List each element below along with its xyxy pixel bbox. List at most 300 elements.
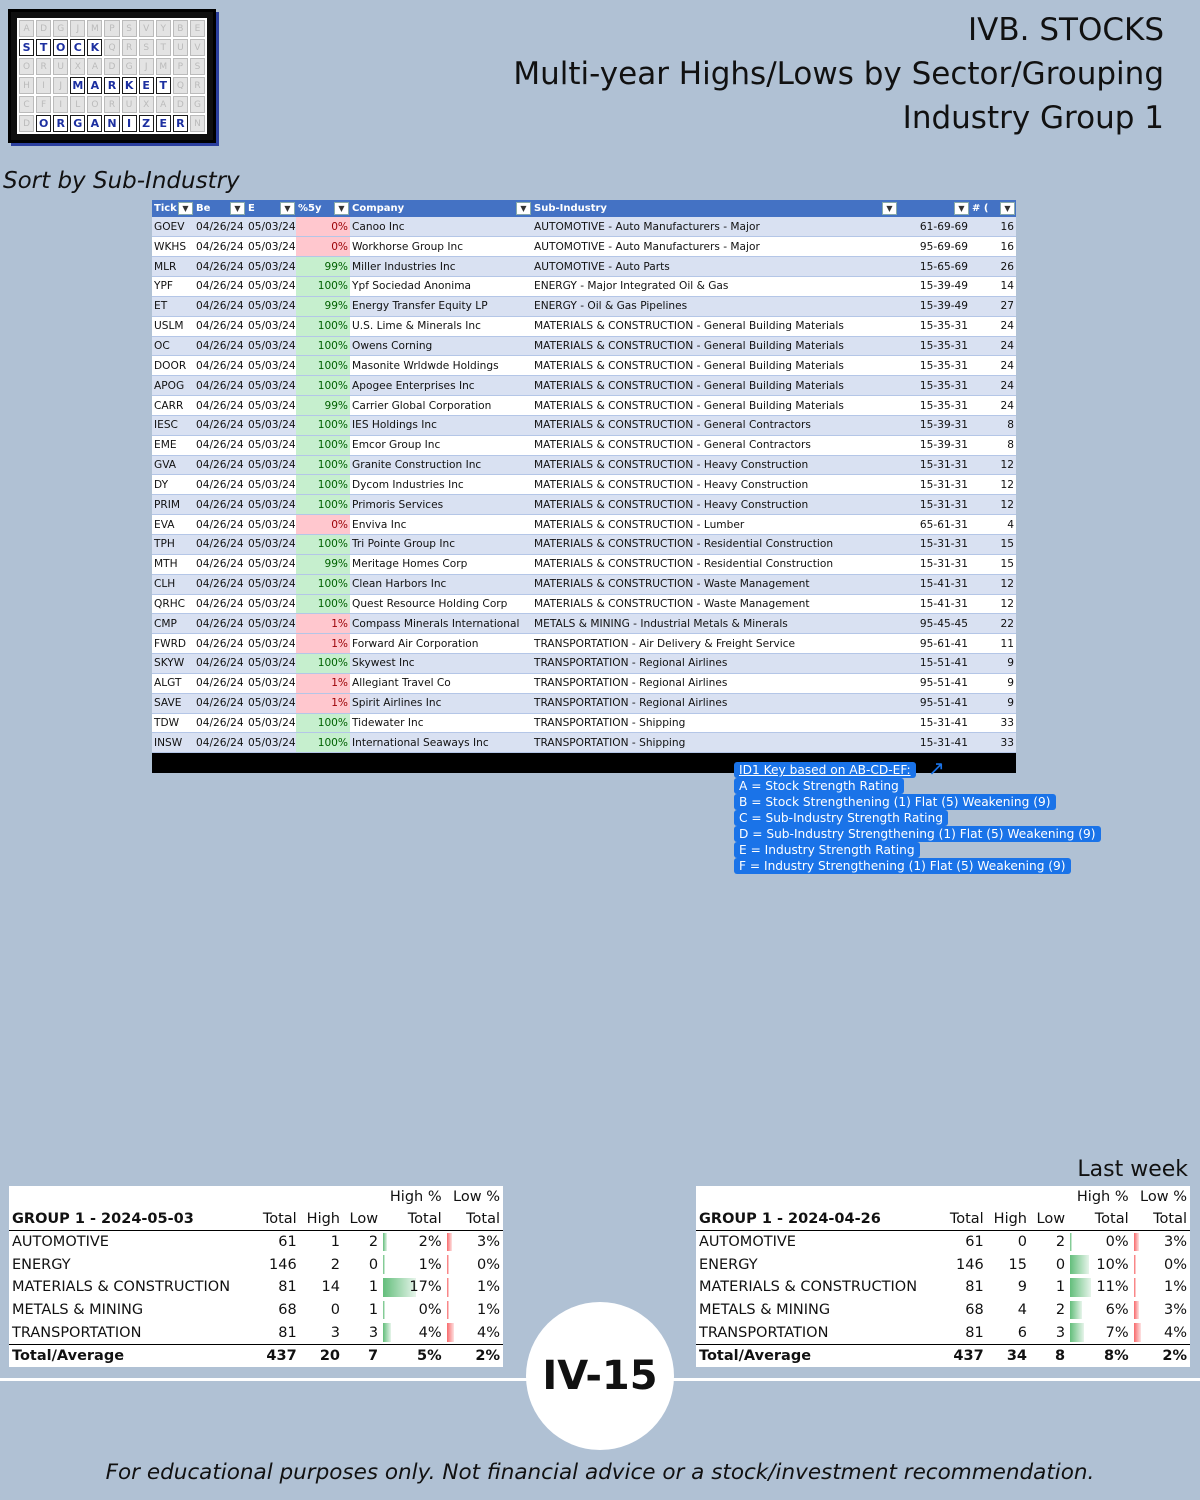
filter-dropdown-icon[interactable]: ▼ xyxy=(516,202,531,215)
blank-cell xyxy=(943,1186,987,1208)
count-cell: 24 xyxy=(970,356,1016,376)
id-key-cell: 95-45-45 xyxy=(898,614,970,634)
sub-industry-cell: MATERIALS & CONSTRUCTION - Waste Management xyxy=(532,574,898,594)
sector-name: TRANSPORTATION xyxy=(12,1324,142,1341)
header-line-3: Industry Group 1 xyxy=(902,100,1164,136)
ticker-cell: DY xyxy=(152,475,194,495)
data-bar xyxy=(1134,1255,1136,1274)
pct-text: 1% xyxy=(476,1302,500,1319)
count-cell: 11 xyxy=(970,634,1016,654)
column-header-label: Company xyxy=(352,203,405,214)
logo-cell: X xyxy=(139,96,154,113)
pct-5y-cell: 100% xyxy=(296,475,350,495)
low-pct-value xyxy=(1132,1276,1190,1299)
company-cell: U.S. Lime & Minerals Inc xyxy=(350,316,532,336)
end-date-cell: 05/03/24 xyxy=(246,455,296,475)
low-value: 1 xyxy=(1055,1279,1066,1296)
column-header-label: Sub-Industry xyxy=(534,203,607,214)
end-date-cell: 05/03/24 xyxy=(246,515,296,535)
sub-industry-cell: MATERIALS & CONSTRUCTION - General Building Materials xyxy=(532,316,898,336)
pct-5y-cell: 1% xyxy=(296,614,350,634)
logo-cell: U xyxy=(53,58,68,75)
filter-dropdown-icon[interactable]: ▼ xyxy=(334,202,349,215)
total-value: 146 xyxy=(269,1256,297,1273)
total-value: 437 xyxy=(943,1344,987,1367)
logo-cell: O xyxy=(87,96,102,113)
sub-industry-cell: TRANSPORTATION - Shipping xyxy=(532,713,898,733)
pct-text: 1% xyxy=(476,1279,500,1296)
logo-cell: I xyxy=(122,115,137,132)
sector-name: TRANSPORTATION xyxy=(699,1324,829,1341)
low-value: 1 xyxy=(368,1279,379,1296)
low-pct-value xyxy=(1132,1299,1190,1322)
begin-date-cell: 04/26/24 xyxy=(194,594,246,614)
logo-cell: M xyxy=(70,77,85,94)
total-value: 81 xyxy=(278,1279,297,1296)
sector-name: AUTOMOTIVE xyxy=(699,1234,796,1251)
pct-text: 1% xyxy=(418,1256,442,1273)
pct-5y-cell: 99% xyxy=(296,554,350,574)
key-line-text: E = Industry Strength Rating xyxy=(734,842,920,858)
logo-cell: U xyxy=(173,39,188,56)
count-cell: 14 xyxy=(970,277,1016,297)
table-row xyxy=(152,435,1016,455)
end-date-cell: 05/03/24 xyxy=(246,257,296,277)
key-line-text[interactable]: ID1 Key based on AB-CD-EF: xyxy=(734,762,916,778)
logo-cell: A xyxy=(87,77,102,94)
begin-date-cell: 04/26/24 xyxy=(194,495,246,515)
end-date-cell: 05/03/24 xyxy=(246,415,296,435)
sub-industry-cell: MATERIALS & CONSTRUCTION - Residential Construction xyxy=(532,535,898,555)
sub-industry-cell: TRANSPORTATION - Shipping xyxy=(532,733,898,753)
pct-5y-cell: 0% xyxy=(296,515,350,535)
key-line-text: F = Industry Strengthening (1) Flat (5) Weakening (9) xyxy=(734,858,1071,874)
ticker-cell: IESC xyxy=(152,415,194,435)
end-date-cell: 05/03/24 xyxy=(246,535,296,555)
column-header-label: # ( xyxy=(972,203,989,214)
id-key-cell: 15-31-31 xyxy=(898,495,970,515)
logo-cell: R xyxy=(122,39,137,56)
end-date-cell: 05/03/24 xyxy=(246,673,296,693)
logo-cell: G xyxy=(70,115,85,132)
stats-row xyxy=(9,1299,503,1322)
column-header-label: E xyxy=(248,203,255,214)
stats-row xyxy=(696,1299,1190,1322)
high-pct-header: High % xyxy=(389,1189,442,1205)
low-header: Low xyxy=(1030,1208,1068,1231)
filter-dropdown-icon[interactable]: ▼ xyxy=(280,202,295,215)
id-key-cell: 15-39-31 xyxy=(898,435,970,455)
logo-cell: J xyxy=(53,77,68,94)
begin-date-cell: 04/26/24 xyxy=(194,217,246,237)
company-cell: Masonite Wrldwde Holdings xyxy=(350,356,532,376)
sub-industry-cell: TRANSPORTATION - Regional Airlines xyxy=(532,673,898,693)
id-key-cell: 65-61-31 xyxy=(898,515,970,535)
column-header[interactable] xyxy=(246,200,296,217)
header-line-1: IVB. STOCKS xyxy=(968,12,1164,48)
arrow-icon: ↗ xyxy=(928,758,945,780)
low-pct-value: 2% xyxy=(1132,1344,1190,1367)
low-value: 3 xyxy=(368,1324,379,1341)
logo-cell: O xyxy=(53,39,68,56)
end-date-cell: 05/03/24 xyxy=(246,733,296,753)
key-line xyxy=(734,842,1101,858)
pct-text: 7% xyxy=(1105,1324,1129,1341)
data-bar xyxy=(1070,1233,1072,1251)
sub-industry-cell: TRANSPORTATION - Regional Airlines xyxy=(532,654,898,674)
column-header[interactable] xyxy=(532,200,898,217)
ticker-cell: WKHS xyxy=(152,237,194,257)
data-bar xyxy=(1134,1233,1140,1251)
count-cell: 33 xyxy=(970,713,1016,733)
logo-cell: D xyxy=(104,58,119,75)
sub-industry-cell: AUTOMOTIVE - Auto Manufacturers - Major xyxy=(532,237,898,257)
key-line xyxy=(734,794,1101,810)
logo-cell: E xyxy=(156,115,171,132)
data-bar xyxy=(1134,1301,1140,1320)
begin-date-cell: 04/26/24 xyxy=(194,654,246,674)
count-cell: 24 xyxy=(970,376,1016,396)
total-value: 81 xyxy=(965,1324,984,1341)
low-value: 0 xyxy=(1055,1256,1066,1273)
filter-dropdown-icon[interactable]: ▼ xyxy=(1000,202,1015,215)
pct-text: 3% xyxy=(1163,1302,1187,1319)
pct-5y-cell: 99% xyxy=(296,257,350,277)
key-line-text: C = Sub-Industry Strength Rating xyxy=(734,810,948,826)
column-header[interactable] xyxy=(898,200,970,217)
low-pct-header: Low % xyxy=(1140,1189,1187,1205)
column-header[interactable] xyxy=(296,200,350,217)
logo-cell: E xyxy=(190,20,205,37)
logo-cell: R xyxy=(190,77,205,94)
logo-cell: A xyxy=(19,20,34,37)
blank-cell xyxy=(256,1186,300,1208)
table-row xyxy=(152,634,1016,654)
key-line xyxy=(734,826,1101,842)
end-date-cell: 05/03/24 xyxy=(246,217,296,237)
sub-industry-cell: TRANSPORTATION - Regional Airlines xyxy=(532,693,898,713)
table-row xyxy=(152,554,1016,574)
count-cell: 9 xyxy=(970,673,1016,693)
logo-cell: X xyxy=(70,58,85,75)
filter-dropdown-icon[interactable]: ▼ xyxy=(954,202,969,215)
logo-cell: O xyxy=(36,115,51,132)
data-bar xyxy=(1070,1255,1089,1274)
sector-name: METALS & MINING xyxy=(699,1302,831,1319)
logo-cell: S xyxy=(122,20,137,37)
sub-industry-cell: MATERIALS & CONSTRUCTION - General Building Materials xyxy=(532,396,898,416)
table-header-row xyxy=(152,200,1016,217)
id-key-cell: 15-31-41 xyxy=(898,733,970,753)
blank-cell xyxy=(9,1186,256,1208)
table-row xyxy=(152,713,1016,733)
logo-cell: U xyxy=(122,96,137,113)
logo-cell: C xyxy=(19,96,34,113)
high-value: 1 xyxy=(330,1234,340,1251)
total-value: 81 xyxy=(965,1279,984,1296)
ticker-cell: MLR xyxy=(152,257,194,277)
count-cell: 16 xyxy=(970,217,1016,237)
ticker-cell: USLM xyxy=(152,316,194,336)
begin-date-cell: 04/26/24 xyxy=(194,257,246,277)
end-date-cell: 05/03/24 xyxy=(246,554,296,574)
count-cell: 24 xyxy=(970,336,1016,356)
id-key-cell: 95-69-69 xyxy=(898,237,970,257)
stats-row xyxy=(696,1253,1190,1276)
column-header[interactable] xyxy=(970,200,1016,217)
low-pct-value: 2% xyxy=(445,1344,503,1367)
sub-industry-cell: MATERIALS & CONSTRUCTION - Heavy Construction xyxy=(532,455,898,475)
key-line xyxy=(734,778,1101,794)
id-key-cell: 15-31-31 xyxy=(898,535,970,555)
high-total-header: Total xyxy=(1068,1208,1132,1231)
company-cell: Forward Air Corporation xyxy=(350,634,532,654)
company-cell: Granite Construction Inc xyxy=(350,455,532,475)
high-pct-value xyxy=(381,1231,445,1254)
ticker-cell: CLH xyxy=(152,574,194,594)
begin-date-cell: 04/26/24 xyxy=(194,515,246,535)
pct-5y-cell: 100% xyxy=(296,277,350,297)
logo-cell: M xyxy=(156,58,171,75)
begin-date-cell: 04/26/24 xyxy=(194,634,246,654)
logo-cell: E xyxy=(139,77,154,94)
id-key-cell: 15-35-31 xyxy=(898,356,970,376)
ticker-cell: EME xyxy=(152,435,194,455)
ticker-cell: YPF xyxy=(152,277,194,297)
company-cell: Spirit Airlines Inc xyxy=(350,693,532,713)
key-line xyxy=(734,762,1101,778)
low-pct-value xyxy=(1132,1231,1190,1254)
pct-text: 3% xyxy=(1163,1234,1187,1251)
sub-industry-cell: MATERIALS & CONSTRUCTION - General Building Materials xyxy=(532,376,898,396)
last-week-label: Last week xyxy=(1077,1157,1188,1182)
total-label: Total/Average xyxy=(9,1344,256,1367)
filter-dropdown-icon[interactable]: ▼ xyxy=(882,202,897,215)
key-line-text: D = Sub-Industry Strengthening (1) Flat (5) Weakening (9) xyxy=(734,826,1101,842)
logo-cell: P xyxy=(173,58,188,75)
pct-text: 0% xyxy=(476,1256,500,1273)
pct-5y-cell: 100% xyxy=(296,733,350,753)
high-value: 9 xyxy=(1017,1279,1027,1296)
pct-5y-cell: 100% xyxy=(296,574,350,594)
sub-industry-cell: TRANSPORTATION - Air Delivery & Freight Service xyxy=(532,634,898,654)
sector-name: MATERIALS & CONSTRUCTION xyxy=(12,1279,231,1296)
count-cell: 12 xyxy=(970,594,1016,614)
pct-5y-cell: 100% xyxy=(296,495,350,515)
logo-cell: Y xyxy=(156,20,171,37)
column-header[interactable] xyxy=(194,200,246,217)
logo-cell: I xyxy=(53,96,68,113)
high-header: High xyxy=(300,1208,343,1231)
table-row xyxy=(152,396,1016,416)
high-value: 20 xyxy=(300,1344,343,1367)
logo-cell: D xyxy=(173,96,188,113)
stats-row xyxy=(9,1276,503,1299)
low-value: 7 xyxy=(343,1344,381,1367)
id-key-cell: 15-31-31 xyxy=(898,475,970,495)
key-line xyxy=(734,858,1101,874)
sort-label: Sort by Sub-Industry xyxy=(3,168,240,194)
logo-cell: F xyxy=(36,96,51,113)
high-pct-value: 8% xyxy=(1068,1344,1132,1367)
end-date-cell: 05/03/24 xyxy=(246,574,296,594)
column-header[interactable] xyxy=(152,200,194,217)
high-pct-value xyxy=(381,1276,445,1299)
company-cell: Clean Harbors Inc xyxy=(350,574,532,594)
pct-text: 3% xyxy=(476,1234,500,1251)
pct-5y-cell: 99% xyxy=(296,396,350,416)
ticker-cell: GOEV xyxy=(152,217,194,237)
logo-cell: A xyxy=(156,96,171,113)
ticker-cell: CMP xyxy=(152,614,194,634)
count-cell: 9 xyxy=(970,693,1016,713)
data-bar xyxy=(1070,1323,1084,1341)
id-key-cell: 15-35-31 xyxy=(898,396,970,416)
ticker-cell: ET xyxy=(152,296,194,316)
logo-cell: T xyxy=(36,39,51,56)
pct-5y-cell: 100% xyxy=(296,415,350,435)
begin-date-cell: 04/26/24 xyxy=(194,673,246,693)
begin-date-cell: 04/26/24 xyxy=(194,475,246,495)
begin-date-cell: 04/26/24 xyxy=(194,574,246,594)
table-row xyxy=(152,673,1016,693)
logo-cell: R xyxy=(104,96,119,113)
id-key-cell: 15-39-49 xyxy=(898,277,970,297)
table-row xyxy=(152,217,1016,237)
ticker-cell: PRIM xyxy=(152,495,194,515)
filter-dropdown-icon[interactable]: ▼ xyxy=(178,202,193,215)
high-pct-value xyxy=(381,1253,445,1276)
pct-text: 17% xyxy=(409,1279,442,1296)
stats-total-row xyxy=(696,1344,1190,1367)
id-key-cell: 15-39-31 xyxy=(898,415,970,435)
end-date-cell: 05/03/24 xyxy=(246,296,296,316)
sub-industry-cell: MATERIALS & CONSTRUCTION - General Building Materials xyxy=(532,356,898,376)
filter-dropdown-icon[interactable]: ▼ xyxy=(230,202,245,215)
logo-cell: R xyxy=(53,115,68,132)
table-row xyxy=(152,515,1016,535)
begin-date-cell: 04/26/24 xyxy=(194,376,246,396)
ticker-cell: DOOR xyxy=(152,356,194,376)
stats-header-row xyxy=(696,1208,1190,1231)
end-date-cell: 05/03/24 xyxy=(246,316,296,336)
pct-5y-cell: 100% xyxy=(296,356,350,376)
sub-industry-cell: ENERGY - Oil & Gas Pipelines xyxy=(532,296,898,316)
logo-cell: J xyxy=(70,20,85,37)
sub-industry-cell: MATERIALS & CONSTRUCTION - General Contractors xyxy=(532,435,898,455)
company-cell: IES Holdings Inc xyxy=(350,415,532,435)
end-date-cell: 05/03/24 xyxy=(246,654,296,674)
count-cell: 4 xyxy=(970,515,1016,535)
pct-5y-cell: 0% xyxy=(296,237,350,257)
logo-cell: H xyxy=(19,77,34,94)
end-date-cell: 05/03/24 xyxy=(246,713,296,733)
table-body xyxy=(152,217,1016,753)
end-date-cell: 05/03/24 xyxy=(246,475,296,495)
end-date-cell: 05/03/24 xyxy=(246,495,296,515)
id-key-cell: 15-31-31 xyxy=(898,554,970,574)
total-value: 437 xyxy=(256,1344,300,1367)
table-row xyxy=(152,415,1016,435)
pct-text: 1% xyxy=(1163,1279,1187,1296)
table-row xyxy=(152,535,1016,555)
table-row xyxy=(152,733,1016,753)
id-key-cell: 95-61-41 xyxy=(898,634,970,654)
company-cell: Skywest Inc xyxy=(350,654,532,674)
table-row xyxy=(152,455,1016,475)
begin-date-cell: 04/26/24 xyxy=(194,415,246,435)
count-cell: 33 xyxy=(970,733,1016,753)
company-cell: Emcor Group Inc xyxy=(350,435,532,455)
logo-cell: V xyxy=(190,39,205,56)
logo-cell: S xyxy=(190,58,205,75)
data-bar xyxy=(1070,1278,1091,1297)
sector-name: AUTOMOTIVE xyxy=(12,1234,109,1251)
data-bar xyxy=(447,1233,453,1251)
end-date-cell: 05/03/24 xyxy=(246,376,296,396)
pct-text: 0% xyxy=(1163,1256,1187,1273)
pct-5y-cell: 100% xyxy=(296,455,350,475)
table-row xyxy=(152,574,1016,594)
ticker-cell: GVA xyxy=(152,455,194,475)
pct-5y-cell: 100% xyxy=(296,316,350,336)
ticker-cell: FWRD xyxy=(152,634,194,654)
end-date-cell: 05/03/24 xyxy=(246,614,296,634)
logo-cell: R xyxy=(173,115,188,132)
company-cell: Energy Transfer Equity LP xyxy=(350,296,532,316)
table-row xyxy=(152,693,1016,713)
company-cell: Workhorse Group Inc xyxy=(350,237,532,257)
table-row xyxy=(152,475,1016,495)
blank-cell xyxy=(987,1186,1030,1208)
company-cell: International Seaways Inc xyxy=(350,733,532,753)
total-value: 68 xyxy=(278,1302,297,1319)
column-header-label: Tick xyxy=(154,203,177,214)
id-key-cell: 15-35-31 xyxy=(898,336,970,356)
count-cell: 22 xyxy=(970,614,1016,634)
begin-date-cell: 04/26/24 xyxy=(194,693,246,713)
low-value: 2 xyxy=(368,1234,379,1251)
high-value: 4 xyxy=(1017,1302,1027,1319)
company-cell: Ypf Sociedad Anonima xyxy=(350,277,532,297)
column-header[interactable] xyxy=(350,200,532,217)
stats-row xyxy=(696,1321,1190,1344)
id-key-cell: 15-31-41 xyxy=(898,713,970,733)
company-cell: Carrier Global Corporation xyxy=(350,396,532,416)
id-key-cell: 15-35-31 xyxy=(898,316,970,336)
table-row xyxy=(152,594,1016,614)
sector-name: ENERGY xyxy=(12,1256,71,1273)
logo-cell: D xyxy=(36,20,51,37)
pct-text: 6% xyxy=(1105,1302,1129,1319)
low-total-header: Total xyxy=(445,1208,503,1231)
count-cell: 12 xyxy=(970,475,1016,495)
pct-text: 0% xyxy=(418,1302,442,1319)
logo-cell: R xyxy=(104,77,119,94)
logo-cell: I xyxy=(36,77,51,94)
sub-industry-cell: MATERIALS & CONSTRUCTION - General Contractors xyxy=(532,415,898,435)
data-bar xyxy=(383,1255,385,1274)
stats-row xyxy=(696,1276,1190,1299)
data-bar xyxy=(1070,1301,1082,1320)
company-cell: Allegiant Travel Co xyxy=(350,673,532,693)
id-key-cell: 95-51-41 xyxy=(898,693,970,713)
id-key-cell: 15-51-41 xyxy=(898,654,970,674)
high-value: 2 xyxy=(330,1256,340,1273)
blank-cell xyxy=(696,1186,943,1208)
begin-date-cell: 04/26/24 xyxy=(194,296,246,316)
company-cell: Canoo Inc xyxy=(350,217,532,237)
